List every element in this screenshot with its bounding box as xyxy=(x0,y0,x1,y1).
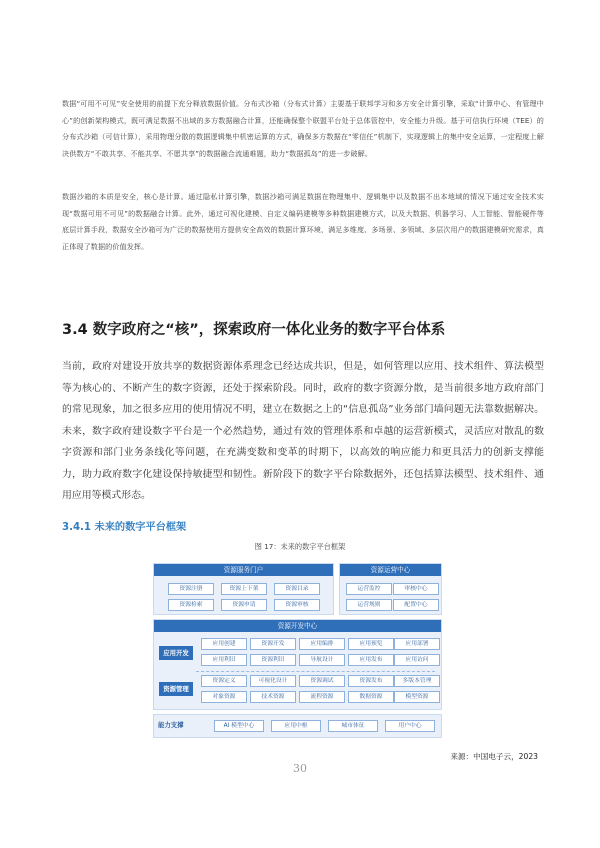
dev-cell: 应用利旧 xyxy=(201,654,247,666)
portal-cell: 资源审核 xyxy=(274,599,320,611)
section-title: 3.4 数字政府之“核”，探索政府一体化业务的数字平台体系 xyxy=(62,322,446,338)
row-divider xyxy=(196,671,435,672)
ops-cell: 配置中心 xyxy=(393,599,439,611)
dev-cell: 导航设计 xyxy=(299,654,345,666)
dev-cell: 资源调试 xyxy=(299,675,345,687)
portal-cell: 资源申请 xyxy=(221,599,267,611)
page-number: 30 xyxy=(293,762,307,775)
support-cell: 用户中心 xyxy=(385,720,435,732)
dev-cell: 应用发布 xyxy=(348,654,394,666)
ops-cell: 运营监控 xyxy=(346,583,392,595)
dev-cell: 应用创建 xyxy=(201,638,247,650)
dev-cell: 数据资源 xyxy=(348,691,394,703)
ops-cell: 审核中心 xyxy=(393,583,439,595)
dev-cell: 应用编排 xyxy=(299,638,345,650)
portal-cell: 资源检索 xyxy=(168,599,214,611)
resource-ops-panel xyxy=(339,563,442,615)
support-cell: AI 模型中心 xyxy=(214,720,264,732)
dev-cell: 应用访问 xyxy=(394,654,440,666)
portal-cell: 资源上下架 xyxy=(221,583,267,595)
dev-cell: 多版本管理 xyxy=(394,675,440,687)
paragraph-digital-platform: 当前，政府对建设开放共享的数据资源体系理念已经达成共识，但是，如何管理以应用、技术组件、算法模型等为核心的、不断产生的数字资源，还处于探索阶段。同时，政府的数字资源分散，是当前很多地方政府部门的常见现象，加之很多应用的使用情况不明，建立在数据之上的“信息孤岛”业务部门墙问题无法靠数据解决。未来，数字政府建设数字平台是一个必然趋势，通过有效的管理体系和卓越的运营新模式，灵活应对散乱的数字资源和部门业务条线化等问题，在充满变数和变革的时期下，以高效的响应能力和更具活力的创新支撑能力，助力政府数字化建设保持敏捷型和韧性。新阶段下的数字平台除数据外，还包括算法模型、技术组件、通用应用等模式形态。 xyxy=(62,361,544,501)
support-cell: 应用中枢 xyxy=(271,720,321,732)
portal-cell: 资源注册 xyxy=(168,583,214,595)
dev-cell: 对象资源 xyxy=(201,691,247,703)
app-dev-label: 应用开发 xyxy=(159,646,193,660)
dev-cell: 资源开发 xyxy=(250,638,296,650)
dev-cell: 流程资源 xyxy=(299,691,345,703)
portal-cell: 资源目录 xyxy=(274,583,320,595)
resource-mgmt-label: 资源管理 xyxy=(159,682,193,696)
figure-caption: 图 17：未来的数字平台框架 xyxy=(254,542,346,551)
dev-cell: 资源发布 xyxy=(348,675,394,687)
ops-cell: 运营规则 xyxy=(346,599,392,611)
resource-portal-panel xyxy=(153,563,334,615)
capability-support-panel xyxy=(153,714,442,738)
capability-support-label: 能力支撑 xyxy=(158,721,184,729)
paragraph-sandbox-essence: 数据沙箱的本质是安全，核心是计算。通过隐私计算引擎，数据沙箱可满足数据在物理集中、逻辑集中以及数据不出本地域的情况下通过安全技术实现“数据可用不可见”的数据融合计算。此外，通过可视化建模、自定义编码建模等多种数据建模方式，以及大数据、机器学习、人工智能、智能硬件等底层计算手段，数据安全沙箱可为广泛的数据使用方提供安全高效的数据计算环境，满足多维度、多场景、多领域、多层次用户的数据建模研究需求，真正体现了数据的价值发挥。 xyxy=(62,192,544,251)
subsection-title: 3.4.1 未来的数字平台框架 xyxy=(62,522,187,533)
support-cell: 城市体征 xyxy=(328,720,378,732)
dev-cell: 资源定义 xyxy=(201,675,247,687)
resource-portal-title: 资源服务门户 xyxy=(154,564,333,576)
dev-cell: 技术资源 xyxy=(250,691,296,703)
figure-source: 来源：中国电子云，2023 xyxy=(450,752,538,761)
dev-cell: 资源利旧 xyxy=(250,654,296,666)
dev-cell: 应用预览 xyxy=(348,638,394,650)
dev-cell: 模型资源 xyxy=(394,691,440,703)
resource-ops-title: 资源运营中心 xyxy=(340,564,441,576)
resource-dev-title: 资源开发中心 xyxy=(154,620,441,632)
paragraph-distributed-sandbox: 数据“可用不可见”安全使用的前提下充分释放数据价值。分布式沙箱（分布式计算）主要基于联邦学习和多方安全计算引擎，采取“计算中心、有管理中心”的创新架构模式，既可满足数据不出域的多方数据融合计算，还能确保整个联盟平台处于总体管控中，安全能力升级。基于可信执行环境（TEE）的分布式沙箱（可信计算），采用物理分散的数据逻辑集中机密运算的方式，确保多方数据在“零信任”机制下，实现逻辑上的集中安全运算，一定程度上解决供数方“不敢共享、不能共享、不愿共享”的数据融合流通难题，助力“数据孤岛”的进一步破解。 xyxy=(62,99,544,158)
resource-dev-panel xyxy=(153,619,442,710)
dev-cell: 应用部署 xyxy=(394,638,440,650)
dev-cell: 可视化设计 xyxy=(250,675,296,687)
